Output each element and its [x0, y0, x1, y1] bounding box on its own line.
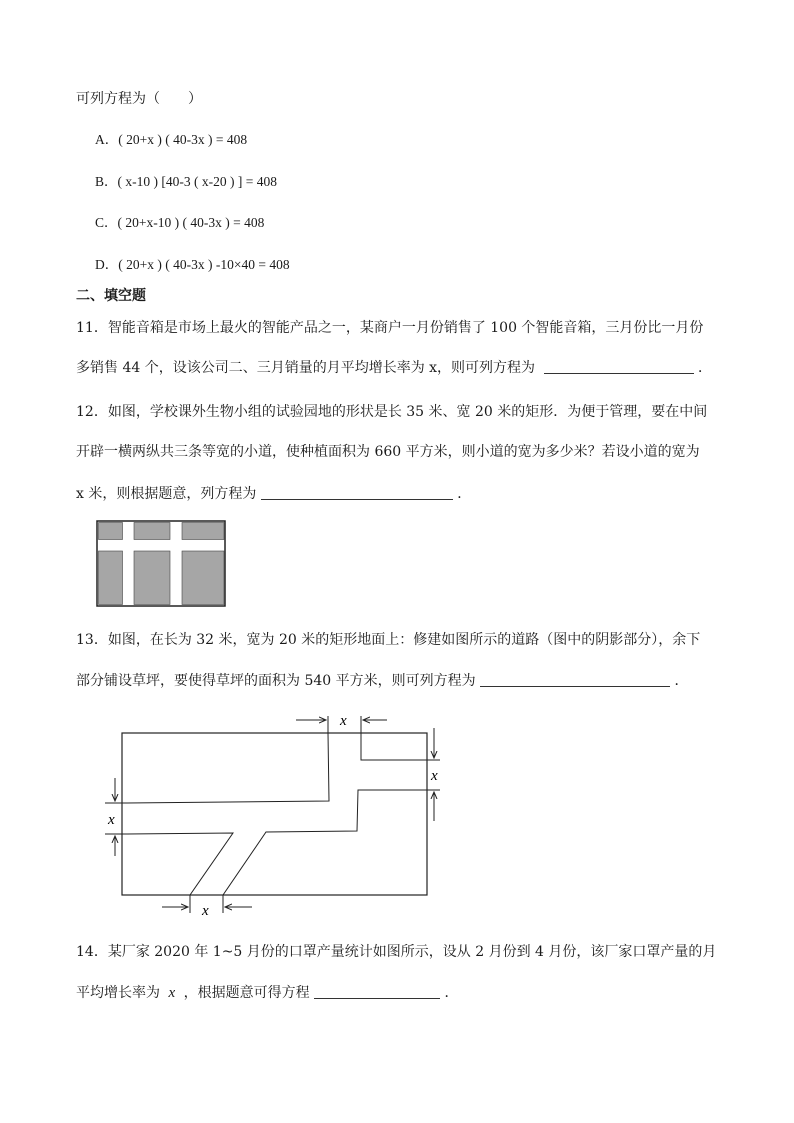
q12-answer-blank[interactable]: [261, 485, 453, 500]
q13-end: ．: [674, 673, 689, 689]
road-lines: [122, 733, 427, 895]
q12-garden-figure: [96, 520, 228, 608]
q10-option-d: D．( 20+x ) ( 40-3x ) -10×40 = 408: [95, 257, 290, 272]
q10-option-c: C．( 20+x-10 ) ( 40-3x ) = 408: [95, 215, 265, 230]
q11-end: ．: [697, 360, 712, 376]
plot-bottom-left: [99, 551, 123, 605]
q13-line1: 13．如图，在长为 32 米，宽为 20 米的矩形地面上：修建如图所示的道路（图中的阴影部分），余下: [76, 632, 701, 648]
q12-line3: [76, 484, 471, 504]
x-label-bottom: x: [202, 903, 209, 919]
x-label-right: x: [431, 768, 438, 784]
q12-end: ．: [457, 486, 472, 502]
q11-line2: [76, 358, 712, 378]
q12-line1: 12．如图，学校课外生物小组的试验园地的形状是长 35 米、宽 20 米的矩形．为便于管理，要在中间: [76, 404, 708, 420]
q13-road-figure: [100, 706, 460, 921]
section-title: 二、填空题: [76, 288, 146, 304]
plot-bottom-middle: [134, 551, 170, 605]
q13-answer-blank[interactable]: [480, 672, 670, 687]
q14-line2-text-a: 平均增长率为: [76, 985, 160, 1001]
plot-top-left: [99, 523, 123, 540]
q12-line3-text: x 米，则根据题意，列方程为: [76, 486, 257, 502]
plot-top-middle: [134, 523, 170, 540]
q14-variable: x: [168, 985, 176, 1001]
plot-bottom-right: [182, 551, 224, 605]
dimension-marks: [105, 716, 440, 913]
q14-answer-blank[interactable]: [314, 984, 440, 999]
q11-line1: 11．智能音箱是市场上最火的智能产品之一，某商户一月份销售了 100 个智能音箱，三月份比一月份: [76, 320, 704, 336]
q13-line2: [76, 671, 689, 691]
x-label-left: x: [108, 812, 115, 828]
field-outline: [122, 733, 427, 895]
q14-line2-text-b: ，根据题意可得方程: [183, 985, 310, 1001]
plot-top-right: [182, 523, 224, 540]
q14-line2: [76, 983, 458, 1003]
q12-line2: 开辟一横两纵共三条等宽的小道，使种植面积为 660 平方米，则小道的宽为多少米？若设小道的宽为: [76, 444, 700, 460]
q14-line1: 14．某厂家 2020 年 1~5 月份的口罩产量统计如图所示，设从 2 月份到 4 月份，该厂家口罩产量的月: [76, 944, 717, 960]
q10-option-b: B．( x-10 ) [40-3 ( x-20 ) ] = 408: [95, 174, 277, 189]
x-label-top: x: [340, 713, 347, 729]
q11-line2-text: 多销售 44 个，设该公司二、三月销量的月平均增长率为 x，则可列方程为: [76, 360, 536, 376]
q13-line2-text: 部分铺设草坪，要使得草坪的面积为 540 平方米，则可列方程为: [76, 673, 476, 689]
q10-stem: 可列方程为（ ）: [76, 91, 202, 107]
q10-option-a: A．( 20+x ) ( 40-3x ) = 408: [95, 132, 248, 147]
q14-end: ．: [444, 985, 459, 1001]
q11-answer-blank[interactable]: [544, 359, 694, 374]
